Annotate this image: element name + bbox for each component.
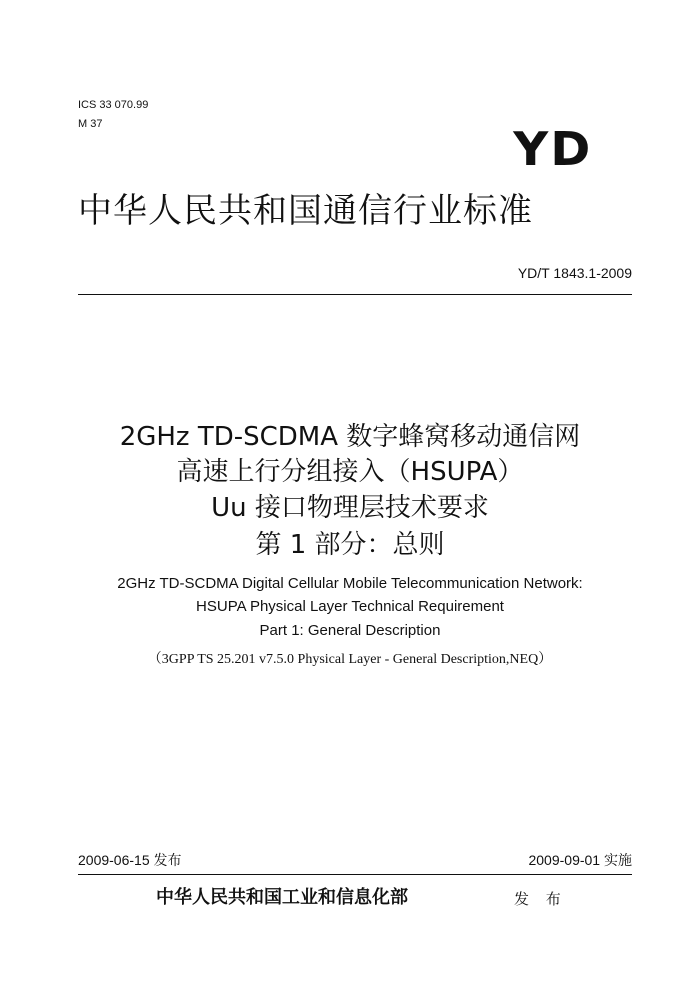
implementation-date: 2009-09-01 实施 [528,852,632,868]
title-en-line-3: Part 1: General Description [259,622,441,639]
standard-authority-title: 中华人民共和国通信行业标准 [78,191,533,231]
title-en-line-2: HSUPA Physical Layer Technical Requirement [196,598,504,615]
title-en-line-1: 2GHz TD-SCDMA Digital Cellular Mobile Telecommunication Network: [117,575,583,592]
classification-code: M 37 [78,118,103,130]
issue-date: 2009-06-15 发布 [78,852,182,868]
equivalence-note: （3GPP TS 25.201 v7.5.0 Physical Layer - General Description,NEQ） [147,652,553,667]
publisher-name: 中华人民共和国工业和信息化部 [156,887,408,908]
title-cn-line-3: Uu 接口物理层技术要求 [211,493,489,523]
publish-label: 发 布 [514,890,567,908]
header-divider [78,294,632,295]
title-cn-line-4: 第 1 部分：总则 [255,530,445,560]
standard-number: YD/T 1843.1-2009 [517,265,632,281]
title-cn-line-2: 高速上行分组接入（HSUPA） [176,457,524,487]
yd-logo: YD [512,122,592,176]
ics-code: ICS 33 070.99 [78,99,149,111]
title-cn-line-1: 2GHz TD-SCDMA 数字蜂窝移动通信网 [119,422,581,452]
footer-divider [78,874,632,875]
